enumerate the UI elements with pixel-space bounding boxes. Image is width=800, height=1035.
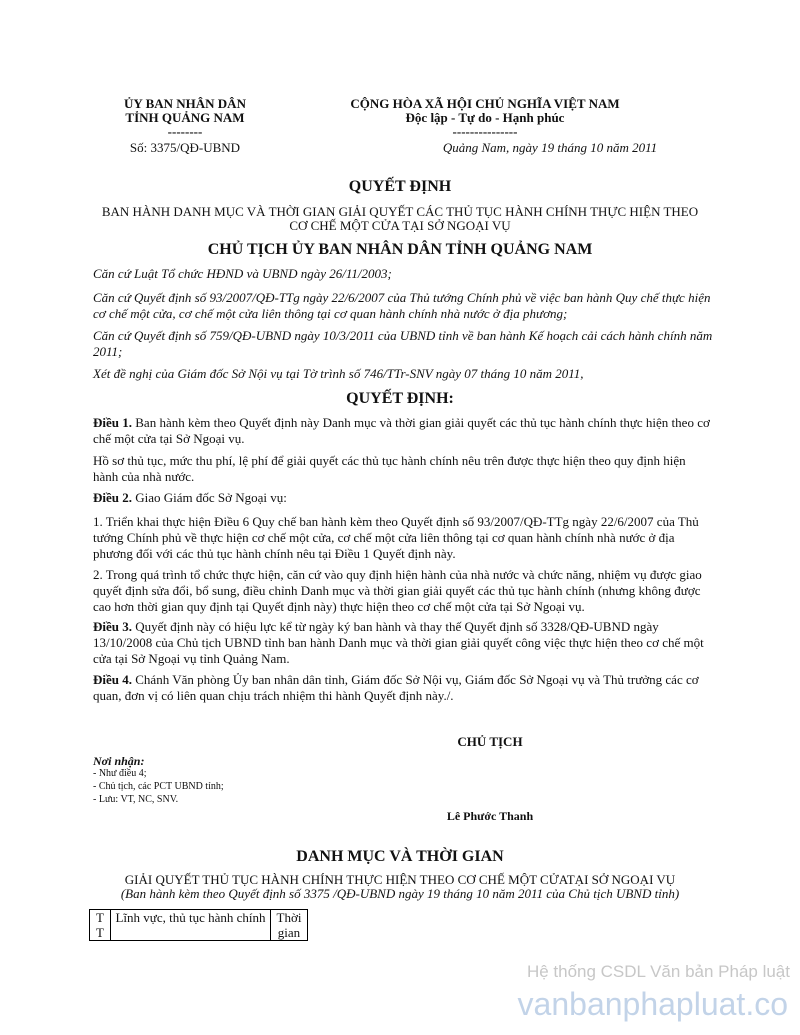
- agency-separator: --------: [167, 124, 203, 139]
- annex-subtitle: GIẢI QUYẾT THỦ TỤC HÀNH CHÍNH THỰC HIỆN THEO CƠ CHẾ MỘT CỬATẠI SỞ NGOẠI VỤ: [124, 872, 676, 887]
- agency-name-line2: TỈNH QUẢNG NAM: [125, 110, 245, 125]
- recipient-item: - Lưu: VT, NC, SNV.: [93, 794, 179, 805]
- article-2-item-1: 1. Triển khai thực hiện Điều 6 Quy chế ban hành kèm theo Quyết định số 93/2007/QĐ-TTg ngày 22/6/2007 của Thủ tướng Chính phủ về thực hiện cơ chế một cửa, cơ chế một cửa liên thông tại cơ quan hành chính nhà nước ở địa phương đối với các thủ tục hành chính nêu tại Điều 1 Quyết định này.: [93, 514, 699, 561]
- article-2-label: Điều 2.: [93, 490, 132, 505]
- article-2-text: Giao Giám đốc Sở Ngoại vụ:: [132, 490, 287, 505]
- recipient-item: - Như điều 4;: [93, 768, 147, 779]
- article-3: [93, 619, 713, 667]
- watermark-caption: Hệ thống CSDL Văn bản Pháp luật: [526, 962, 790, 981]
- col-header-index: T T: [90, 910, 111, 941]
- article-4-label: Điều 4.: [93, 672, 132, 687]
- signer-title: CHỦ TỊCH: [457, 734, 523, 749]
- article-1-label: Điều 1.: [93, 415, 132, 430]
- nation-name: CỘNG HÒA XÃ HỘI CHỦ NGHĨA VIỆT NAM: [350, 96, 620, 111]
- recipient-item: - Chủ tịch, các PCT UBND tỉnh;: [93, 781, 224, 792]
- article-4: [93, 672, 713, 704]
- preamble-basis-2: Căn cứ Quyết định số 93/2007/QĐ-TTg ngày 22/6/2007 của Thủ tướng Chính phủ về việc ban hành Quy chế thực hiện cơ chế một cửa, cơ chế một cửa liên thông tại cơ quan hành chính nhà nước ở địa phương;: [93, 290, 711, 321]
- article-1: [93, 415, 713, 447]
- agency-name-line1: ỦY BAN NHÂN DÂN: [124, 96, 246, 111]
- col-header-procedure: Lĩnh vực, thủ tục hành chính: [111, 910, 271, 941]
- recipients-label: Nơi nhận:: [93, 754, 145, 768]
- watermark-site: vanbanphapluat.co: [517, 986, 788, 1022]
- document-title: QUYẾT ĐỊNH: [348, 178, 452, 195]
- annex-title: DANH MỤC VÀ THỜI GIAN: [296, 848, 504, 865]
- decision-heading: QUYẾT ĐỊNH:: [346, 390, 454, 407]
- procedures-table: [89, 909, 308, 941]
- nation-motto: Độc lập - Tự do - Hạnh phúc: [405, 110, 565, 125]
- document-number: Số: 3375/QĐ-UBND: [129, 140, 241, 155]
- place-and-date: Quảng Nam, ngày 19 tháng 10 năm 2011: [442, 140, 658, 155]
- article-4-text: Chánh Văn phòng Ủy ban nhân dân tỉnh, Giám đốc Sở Nội vụ, Giám đốc Sở Ngoại vụ và Thủ trưởng các cơ quan, đơn vị có liên quan chịu trách nhiệm thi hành Quyết định này./.: [93, 672, 699, 703]
- article-1-text: Ban hành kèm theo Quyết định này Danh mục và thời gian giải quyết các thủ tục hành chính thực hiện theo cơ chế một cửa tại Sở Ngoại vụ.: [93, 415, 710, 446]
- nation-separator: ---------------: [452, 124, 518, 139]
- col-header-duration: Thời gian: [271, 910, 308, 941]
- preamble-basis-3: Căn cứ Quyết định số 759/QĐ-UBND ngày 10/3/2011 của UBND tỉnh về ban hành Kế hoạch cải cách hành chính năm 2011;: [93, 328, 713, 359]
- signer-name: Lê Phước Thanh: [446, 809, 534, 823]
- annex-note: (Ban hành kèm theo Quyết định số 3375 /QĐ-UBND ngày 19 tháng 10 năm 2011 của Chủ tịch UBND tỉnh): [120, 886, 680, 901]
- preamble-proposal: Xét đề nghị của Giám đốc Sở Nội vụ tại Tờ trình số 746/TTr-SNV ngày 07 tháng 10 năm 2011,: [93, 366, 584, 381]
- article-3-label: Điều 3.: [93, 619, 132, 634]
- article-3-text: Quyết định này có hiệu lực kể từ ngày ký ban hành và thay thế Quyết định số 3328/QĐ-UBND ngày 13/10/2008 của Chủ tịch UBND tỉnh ban hành Danh mục và thời gian giải quyết công việc thực hiện theo cơ chế một cửa tại Sở Ngoại vụ tỉnh Quảng Nam.: [93, 619, 704, 666]
- document-subject-line2: CƠ CHẾ MỘT CỬA TẠI SỞ NGOẠI VỤ: [289, 218, 511, 233]
- article-2-item-2: 2. Trong quá trình tổ chức thực hiện, căn cứ vào quy định hiện hành của nhà nước và chức năng, nhiệm vụ được giao quyết định sửa đổi, bổ sung, điều chỉnh Danh mục và thời gian giải quyết các thủ tục hành chính (nhưng không được cao hơn thời gian quy định tại Quyết định này) thực hiện theo cơ chế một cửa tại Sở Ngoại vụ.: [93, 567, 702, 614]
- issuing-authority: CHỦ TỊCH ỦY BAN NHÂN DÂN TỈNH QUẢNG NAM: [207, 241, 593, 258]
- table-header-row: [90, 910, 308, 941]
- preamble-basis-1: Căn cứ Luật Tổ chức HĐND và UBND ngày 26/11/2003;: [93, 266, 392, 281]
- document-subject-line1: BAN HÀNH DANH MỤC VÀ THỜI GIAN GIẢI QUYẾT CÁC THỦ TỤC HÀNH CHÍNH THỰC HIỆN THEO: [101, 204, 699, 219]
- article-1-note: Hồ sơ thủ tục, mức thu phí, lệ phí để giải quyết các thủ tục hành chính nêu trên được thực hiện theo quy định hiện hành của nhà nước.: [93, 453, 686, 484]
- article-2: [93, 490, 713, 506]
